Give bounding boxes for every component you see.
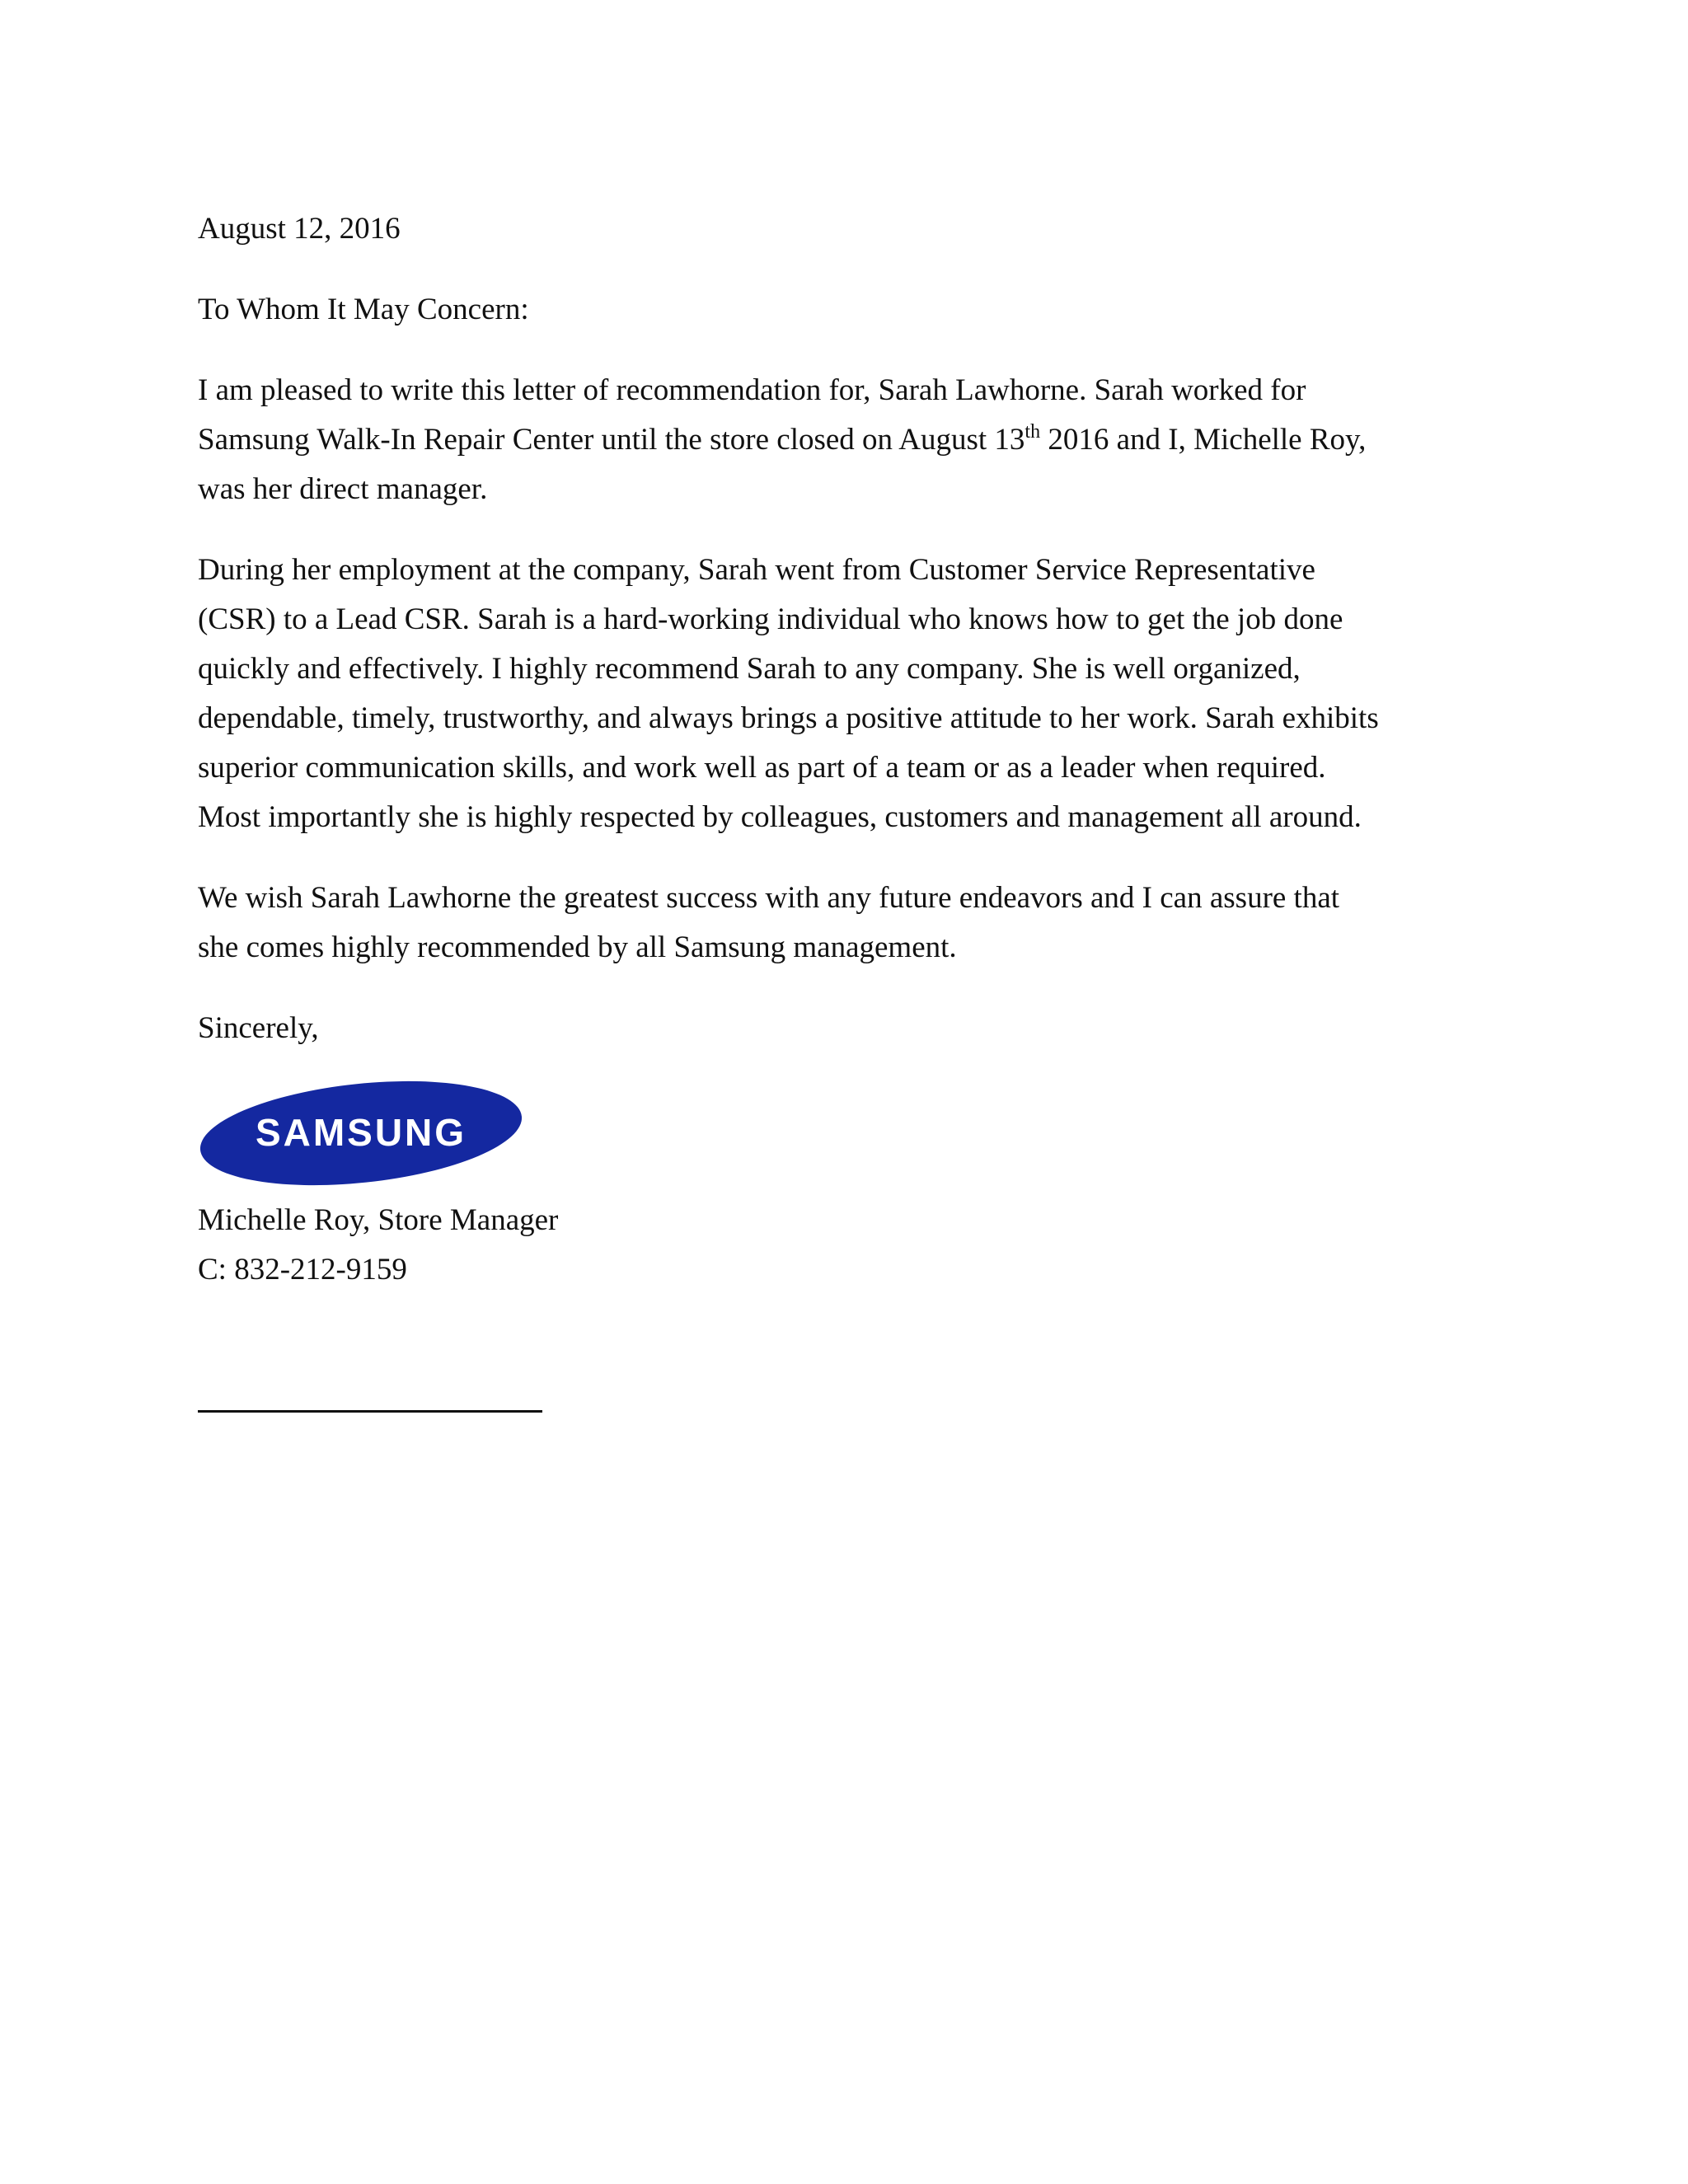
closing: [198, 1004, 1484, 1053]
paragraph-line: quickly and effectively. I highly recommend Sarah to any company. She is well organized,: [198, 652, 1301, 686]
paragraph-line: dependable, timely, trustworthy, and always brings a positive attitude to her work. Sarah exhibits: [198, 701, 1379, 735]
signer-phone: C: 832-212-9159: [198, 1253, 407, 1286]
signature-line: [198, 1410, 542, 1413]
letter-date-text: August 12, 2016: [198, 212, 401, 246]
paragraph-line: During her employment at the company, Sarah went from Customer Service Representative: [198, 553, 1315, 587]
paragraph-line-part: Samsung Walk-In Repair Center until the store closed on August 13: [198, 423, 1025, 457]
letter-date: [198, 204, 1484, 254]
paragraph-line: she comes highly recommended by all Samsung management.: [198, 930, 957, 964]
recommendation-letter: [198, 204, 1484, 1413]
ordinal-suffix: th: [1025, 421, 1041, 443]
paragraph-line: (CSR) to a Lead CSR. Sarah is a hard-working individual who knows how to get the job done: [198, 602, 1343, 636]
paragraph-line: Most importantly she is highly respected by colleagues, customers and management all around.: [198, 800, 1362, 834]
paragraph-employment: [198, 546, 1484, 842]
paragraph-wishes: [198, 874, 1484, 972]
samsung-logo-graphic: [196, 1078, 526, 1189]
samsung-logo: [196, 1078, 526, 1189]
logo-text: SAMSUNG: [255, 1111, 467, 1154]
paragraph-line: We wish Sarah Lawhorne the greatest success with any future endeavors and I can assure that: [198, 881, 1340, 915]
closing-text: Sincerely,: [198, 1011, 319, 1045]
signer-name: Michelle Roy, Store Manager: [198, 1203, 559, 1237]
signature-block: [198, 1196, 1484, 1295]
paragraph-line: I am pleased to write this letter of recommendation for, Sarah Lawhorne. Sarah worked for: [198, 373, 1306, 407]
paragraph-line: superior communication skills, and work well as part of a team or as a leader when required.: [198, 751, 1326, 785]
paragraph-line-part: 2016 and I, Michelle Roy,: [1040, 423, 1367, 457]
salutation: [198, 285, 1484, 335]
salutation-text: To Whom It May Concern:: [198, 293, 529, 326]
paragraph-introduction: [198, 366, 1484, 514]
paragraph-line: [198, 415, 1484, 465]
paragraph-line: was her direct manager.: [198, 472, 488, 506]
